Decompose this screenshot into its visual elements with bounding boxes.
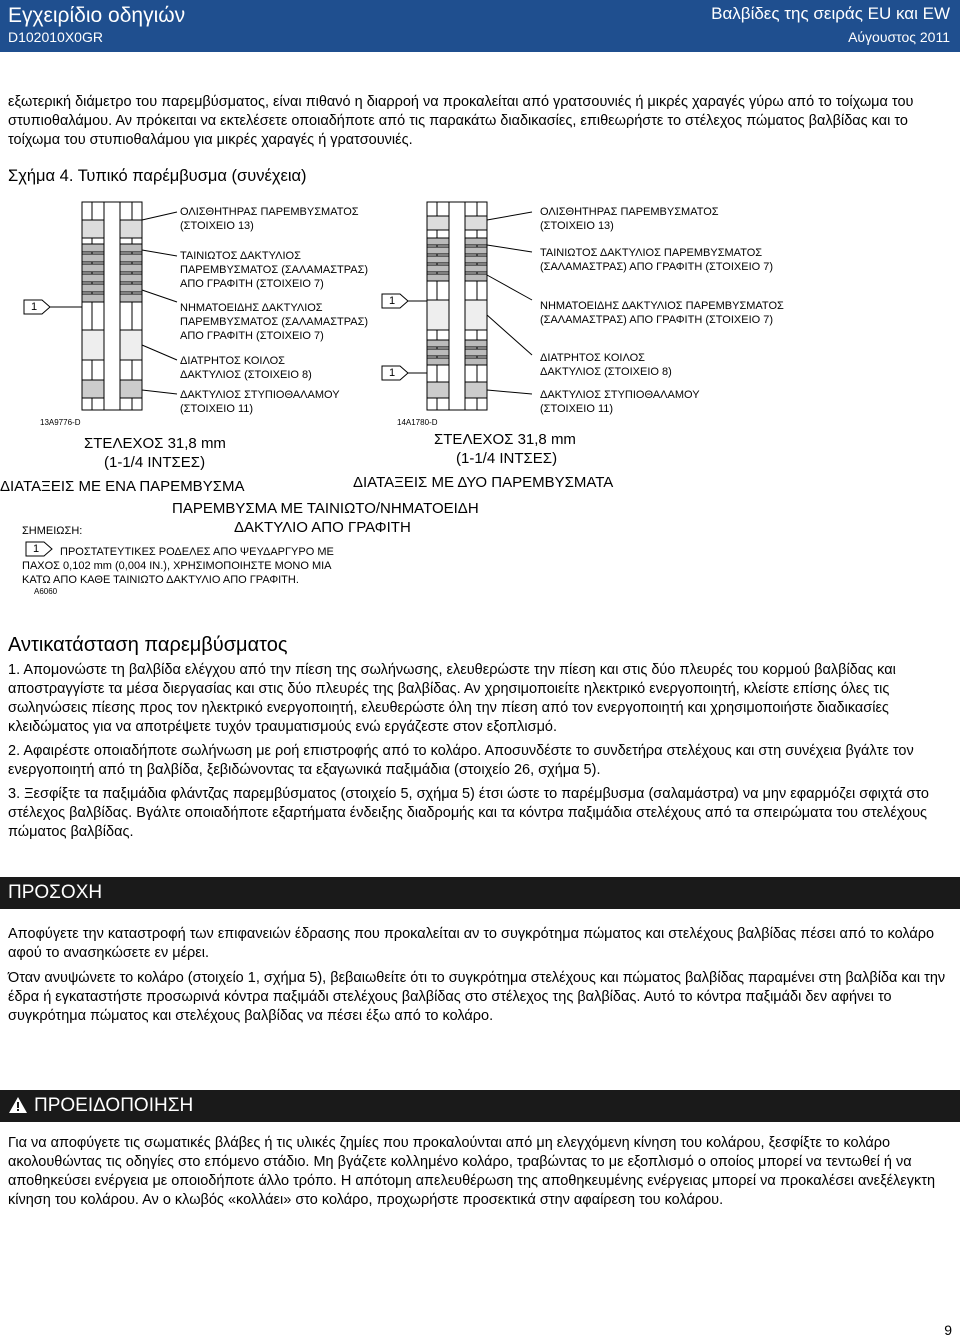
- intro-paragraph: εξωτερική διάμετρο του παρεμβύσματος, είναι πιθανό η διαρροή να προκαλείται από γρατσουνιές ή μικρές χαραγές γύρω από το τοίχωμα του στυπιοθαλάμου. Αν πρόκειται να εκτελέσετε οποιαδήποτε από τις παρακάτω διαδικασίες, επιθεωρήστε το στέλεχος πώματος βαλβίδας και το τοίχωμα του στυπιοθαλάμου για μικρές χαραγές ή γρατσουνιές.: [8, 94, 914, 148]
- page-header: [0, 0, 960, 52]
- procedure-step: 3. Ξεσφίξτε τα παξιμάδια φλάντζας παρεμβύσματος (στοιχείο 5, σχήμα 5) έτσι ώστε το παρέμβυσμα (σαλαμάστρα) να μην εφαρμόζει σφιχτά στο στέλεχος βαλβίδας. Βγάλτε οποιαδήποτε εξαρτήματα ένδειξης διαδρομής και τα κόντρα παξιμάδια στελέχους από τα σπειρώματα του στελέχους πώματος βαλβίδας.: [8, 786, 929, 840]
- figure-code: A6060: [34, 587, 58, 596]
- label-filament-ring: ΝΗΜΑΤΟΕΙΔΗΣ ΔΑΚΤΥΛΙΟΣ ΠΑΡΕΜΒΥΣΜΑΤΟΣ: [540, 300, 784, 312]
- label-follower: ΟΛΙΣΘΗΤΗΡΑΣ ΠΑΡΕΜΒΥΣΜΑΤΟΣ: [180, 206, 359, 218]
- note-text: ΠΡΟΣΤΑΤΕΥΤΙΚΕΣ ΡΟΔΕΛΕΣ ΑΠΟ ΨΕΥΔΑΡΓΥΡΟ ΜΕ: [60, 546, 334, 558]
- double-packing-assembly: [427, 202, 532, 410]
- label-lantern-ring: ΔΙΑΤΡΗΤΟΣ ΚΟΙΛΟΣ: [540, 352, 645, 364]
- label-box-ring: ΔΑΚΤΥΛΙΟΣ ΣΤΥΠΙΟΘΑΛΑΜΟΥ: [180, 389, 340, 401]
- caution-paragraph: Αποφύγετε την καταστροφή των επιφανειών έδρασης που προκαλείται αν το συγκρότημα πώματος και στελέχους βαλβίδας πέσει από το κολάρο αφού το ανασηκώσετε εν μέρει.: [8, 926, 935, 961]
- packing-type-title: ΠΑΡΕΜΒΥΣΜΑ ΜΕ ΤΑΙΝΙΩΤΟ/ΝΗΜΑΤΟΕΙΔΗ: [172, 500, 479, 517]
- label-lantern-ring: ΔΑΚΤΥΛΙΟΣ (ΣΤΟΙΧΕΙΟ 8): [540, 366, 672, 378]
- warning-paragraph: Για να αποφύγετε τις σωματικές βλάβες ή τις υλικές ζημίες που προκαλούνται από μη ελεγχόμενη κίνηση του κολάρου, ξεσφίξτε το κολάρο ακολουθώντας τις οδηγίες στο επόμενο στάδιο. Μη βγάζετε κολλημένο κολάρο, τραβώντας το με εξοπλισμό ο οποίος μπορεί να τεντωθεί ή να αποθηκεύσει ενέργεια με οποιοδήποτε άλλο τρόπο. Η απότομη απελευθέρωση της αποθηκευμένης ενέργειας μπορεί να προκαλέσει ανεξέλεγκτη κίνηση του κολάρου. Αν ο κλωβός «κολλάει» στο κολάρο, προχωρήστε προσεκτικά στην αφαίρεση του κολάρου.: [8, 1135, 936, 1208]
- stem-size: ΣΤΕΛΕΧΟΣ 31,8 mm: [84, 435, 226, 452]
- figure-caption: Σχήμα 4. Τυπικό παρέμβυσμα (συνέχεια): [8, 167, 307, 185]
- section-title: Αντικατάσταση παρεμβύσματος: [8, 634, 288, 656]
- callout-number: 1: [389, 295, 396, 307]
- label-box-ring: (ΣΤΟΙΧΕΙΟ 11): [540, 403, 614, 415]
- label-filament-ring: ΝΗΜΑΤΟΕΙΔΗΣ ΔΑΚΤΥΛΙΟΣ: [180, 302, 323, 314]
- label-filament-ring: ΠΑΡΕΜΒΥΣΜΑΤΟΣ (ΣΑΛΑΜΑΣΤΡΑΣ): [180, 316, 369, 328]
- label-ribbon-ring: (ΣΑΛΑΜΑΣΤΡΑΣ) ΑΠΟ ΓΡΑΦΙΤΗ (ΣΤΟΙΧΕΙΟ 7): [540, 261, 774, 273]
- label-filament-ring: ΑΠΟ ΓΡΑΦΙΤΗ (ΣΤΟΙΧΕΙΟ 7): [180, 330, 324, 342]
- stem-size-inches: (1-1/4 ΙΝΤΣΕΣ): [104, 454, 206, 471]
- caution-paragraph: Όταν ανυψώνετε το κολάρο (στοιχείο 1, σχήμα 5), βεβαιωθείτε ότι το συγκρότημα στελέχους και πώματος βαλβίδας παραμένει στη βαλβίδα και την έδρα ή εγκαταστήστε προσωρινά κόντρα παξιμάδι στελέχους βαλβίδας στο στέλεχος της βαλβίδας. Αυτό το κόντρα παξιμάδι δεν αφήνει το συγκρότημα πώματος και στελέχους βαλβίδας να πέσει έξω από το κολάρο.: [8, 970, 946, 1024]
- label-box-ring: (ΣΤΟΙΧΕΙΟ 11): [180, 403, 254, 415]
- stem-size-inches: (1-1/4 ΙΝΤΣΕΣ): [456, 450, 558, 467]
- label-ribbon-ring: ΑΠΟ ΓΡΑΦΙΤΗ (ΣΤΟΙΧΕΙΟ 7): [180, 278, 324, 290]
- packing-type-title: ΔΑΚΤΥΛΙΟ ΑΠΟ ΓΡΑΦΙΤΗ: [234, 519, 411, 536]
- caution-title: ΠΡΟΣΟΧΗ: [8, 882, 103, 903]
- document-code: D102010X0GR: [8, 29, 103, 45]
- single-packing-assembly: [82, 202, 177, 410]
- note-label: ΣΗΜΕΙΩΣΗ:: [22, 525, 83, 537]
- page-number: 9: [944, 1322, 952, 1338]
- procedure-step: 1. Απομονώστε τη βαλβίδα ελέγχου από την πίεση της σωλήνωσης, ελευθερώστε την πίεση και στις δύο πλευρές του κορμού βαλβίδας και αποστραγγίστε τα μέσα διεργασίας και στις δύο πλευρές της βαλβίδας. Αν χρησιμοποιείτε ηλεκτρικό ενεργοποιητή, κλείστε επίσης όλες τις σωληνώσεις πίεσης προς τον ηλεκτρικό ενεργοποιητή, ελευθερώστε όλη την πίεση από τον ενεργοποιητή και χρησιμοποιήστε διαδικασίες κλειδώματος για να αποτρέψετε τυχόν τραυματισμούς ενώ εργάζεστε στον εξοπλισμό.: [8, 662, 896, 735]
- label-lantern-ring: ΔΑΚΤΥΛΙΟΣ (ΣΤΟΙΧΕΙΟ 8): [180, 369, 312, 381]
- caution-banner: [0, 877, 960, 909]
- label-box-ring: ΔΑΚΤΥΛΙΟΣ ΣΤΥΠΙΟΘΑΛΑΜΟΥ: [540, 389, 700, 401]
- drawing-code: 14A1780-D: [397, 418, 438, 427]
- warning-banner: [0, 1090, 960, 1122]
- note-text: ΠΑΧΟΣ 0,102 mm (0,004 IN.), ΧΡΗΣΙΜΟΠΟΙΗΣΤΕ ΜΟΝΟ ΜΙΑ: [22, 560, 332, 572]
- note-text: ΚΑΤΩ ΑΠΟ ΚΑΘΕ ΤΑΙΝΙΩΤΟ ΔΑΚΤΥΛΙΟ ΑΠΟ ΓΡΑΦΙΤΗ.: [22, 574, 299, 586]
- procedure-steps: [8, 661, 952, 847]
- manual-title: Εγχειρίδιο οδηγιών: [8, 4, 186, 27]
- callout-number: 1: [33, 543, 40, 555]
- label-follower: ΟΛΙΣΘΗΤΗΡΑΣ ΠΑΡΕΜΒΥΣΜΑΤΟΣ: [540, 206, 719, 218]
- publication-date: Αύγουστος 2011: [848, 29, 950, 45]
- label-filament-ring: (ΣΑΛΑΜΑΣΤΡΑΣ) ΑΠΟ ΓΡΑΦΙΤΗ (ΣΤΟΙΧΕΙΟ 7): [540, 314, 774, 326]
- callout-number: 1: [31, 301, 38, 313]
- label-follower-item: (ΣΤΟΙΧΕΙΟ 13): [180, 220, 254, 232]
- label-ribbon-ring: ΤΑΙΝΙΩΤΟΣ ΔΑΚΤΥΛΙΟΣ: [180, 250, 301, 262]
- label-lantern-ring: ΔΙΑΤΡΗΤΟΣ ΚΟΙΛΟΣ: [180, 355, 285, 367]
- procedure-step: 2. Αφαιρέστε οποιαδήποτε σωλήνωση με ροή επιστροφής από το κολάρο. Αποσυνδέστε το συνδετήρα στελέχους και στη συνέχεια βγάλτε τον ενεργοποιητή από τη βαλβίδα, ξεβιδώνοντας τα εξαγωνικά παξιμάδια (στοιχείο 26, σχήμα 5).: [8, 743, 914, 778]
- single-arrangement-title: ΔΙΑΤΑΞΕΙΣ ΜΕ ΕΝΑ ΠΑΡΕΜΒΥΣΜΑ: [0, 478, 245, 495]
- series-title: Βαλβίδες της σειράς EU και EW: [711, 4, 950, 23]
- drawing-code: 13A9776-D: [40, 418, 81, 427]
- caution-text: [8, 925, 952, 1032]
- double-arrangement-title: ΔΙΑΤΑΞΕΙΣ ΜΕ ΔΥΟ ΠΑΡΕΜΒΥΣΜΑΤΑ: [353, 474, 614, 491]
- stem-size: ΣΤΕΛΕΧΟΣ 31,8 mm: [434, 431, 576, 448]
- warning-triangle-icon: [8, 1096, 28, 1114]
- label-follower-item: (ΣΤΟΙΧΕΙΟ 13): [540, 220, 614, 232]
- callout-number: 1: [389, 367, 396, 379]
- packing-figure: [0, 190, 784, 600]
- label-ribbon-ring: ΤΑΙΝΙΩΤΟΣ ΔΑΚΤΥΛΙΟΣ ΠΑΡΕΜΒΥΣΜΑΤΟΣ: [540, 247, 763, 259]
- label-ribbon-ring: ΠΑΡΕΜΒΥΣΜΑΤΟΣ (ΣΑΛΑΜΑΣΤΡΑΣ): [180, 264, 369, 276]
- warning-title: ΠΡΟΕΙΔΟΠΟΙΗΣΗ: [34, 1095, 194, 1116]
